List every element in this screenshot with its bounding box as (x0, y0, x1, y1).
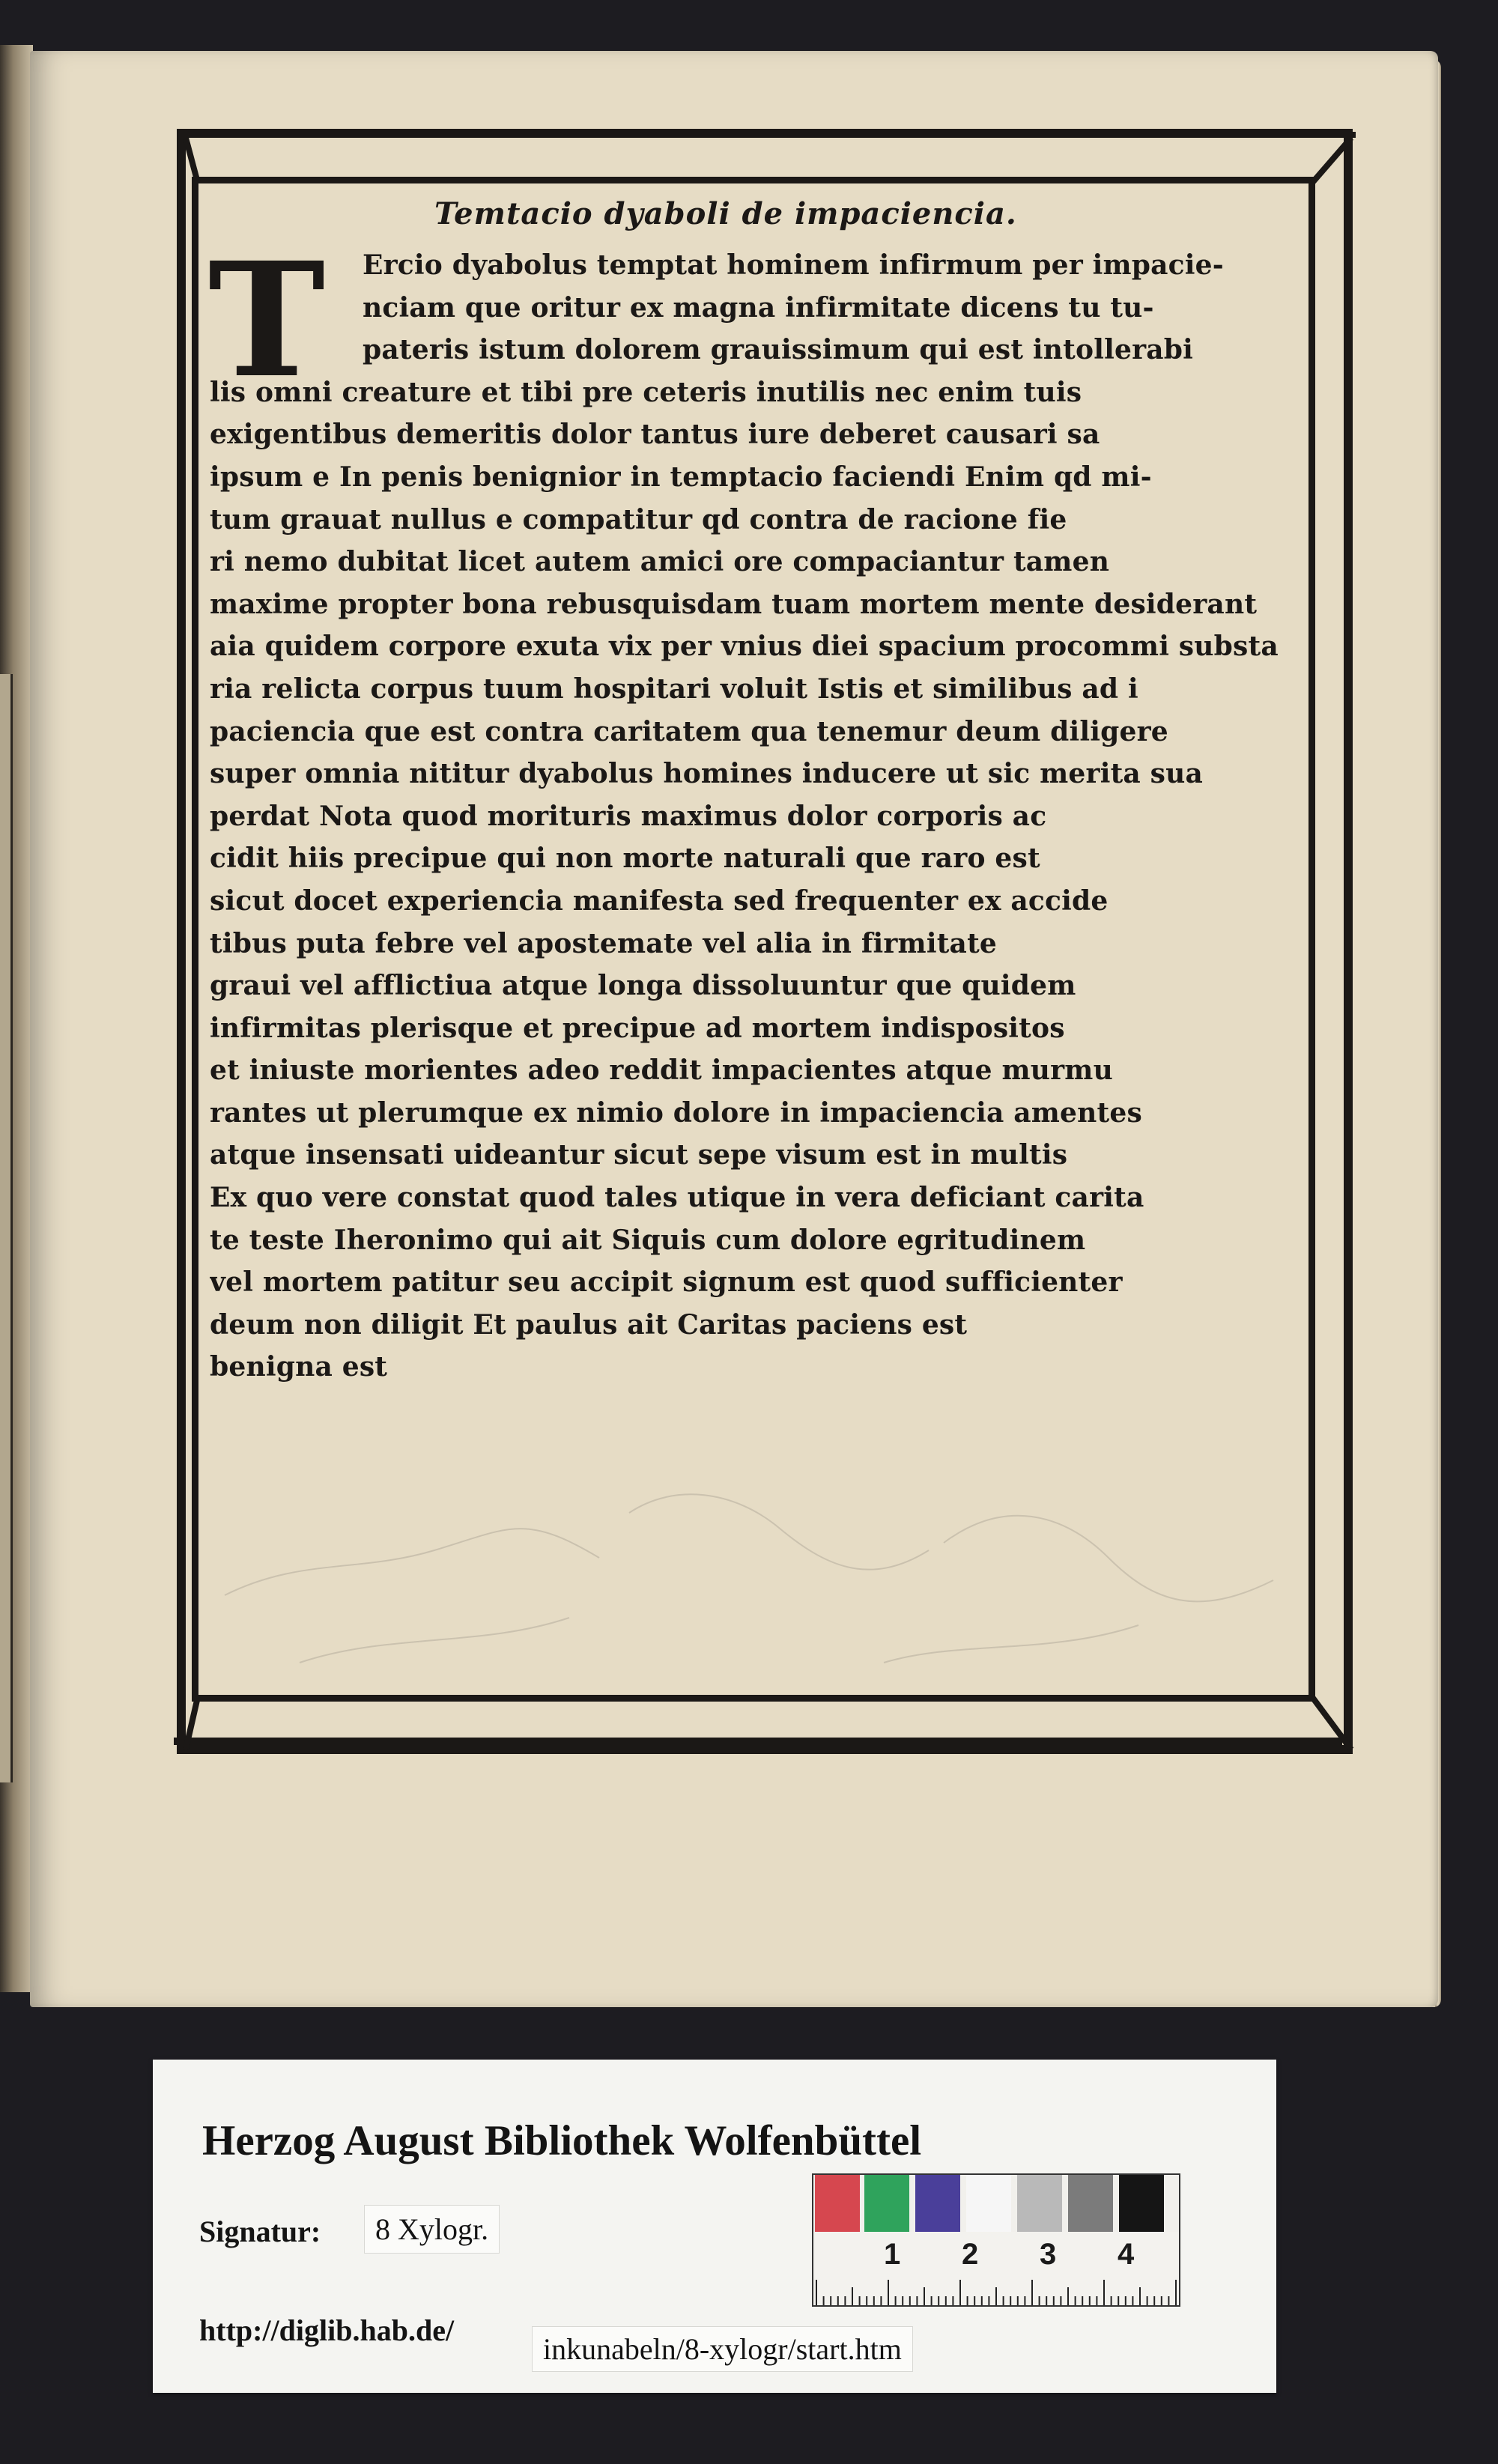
text-line: ipsum e In penis benignior in temptacio faciendi Enim qd mi- (210, 461, 1152, 493)
ruler-number: 4 (1118, 2238, 1135, 2271)
text-line: perdat Nota quod morituris maximus dolor corporis ac (210, 800, 1047, 832)
url-suffix[interactable]: inkunabeln/8-xylogr/start.htm (532, 2326, 913, 2372)
text-line: tum grauat nullus e compatitur qd contra de racione fie (210, 503, 1067, 535)
woodcut-text (207, 196, 1303, 1389)
text-line: ri nemo dubitat licet autem amici ore compaciantur tamen (210, 546, 1110, 578)
text-line: paciencia que est contra caritatem qua tenemur deum diligere (210, 715, 1168, 747)
text-line: nciam que oritur ex magna infirmitate dicens tu tu- (363, 291, 1154, 324)
section-heading: Temtacio dyaboli de impaciencia. (434, 196, 1017, 231)
text-line: aia quidem corpore exuta vix per vnius diei spacium procommi substa (210, 631, 1279, 663)
text-line: Ex quo vere constat quod tales utique in vera deficiant carita (210, 1182, 1144, 1214)
text-line: cidit hiis precipue qui non morte naturali que raro est (210, 843, 1040, 875)
text-line: atque insensati uideantur sicut sepe visum est in multis (210, 1139, 1068, 1171)
color-swatch (966, 2175, 1011, 2232)
color-swatch (815, 2175, 860, 2232)
color-swatch (1068, 2175, 1113, 2232)
text-line: ria relicta corpus tuum hospitari voluit Istis et similibus ad i (210, 673, 1138, 705)
signatur-value: 8 Xylogr. (364, 2205, 500, 2254)
text-line: exigentibus demeritis dolor tantus iure deberet causari sa (210, 419, 1100, 451)
text-line: Ercio dyabolus temptat hominem infirmum per impacie- (363, 249, 1224, 281)
text-line: benigna est (210, 1351, 388, 1383)
library-label (153, 2060, 1276, 2393)
color-swatch (1119, 2175, 1164, 2232)
color-swatch (864, 2175, 909, 2232)
ruler-number: 2 (962, 2238, 979, 2271)
ruler-number: 1 (884, 2238, 901, 2271)
institution-name: Herzog August Bibliothek Wolfenbüttel (202, 2117, 922, 2164)
text-line: graui vel afflictiua atque longa dissoluuntur que quidem (210, 970, 1076, 1002)
color-scale-card (812, 2173, 1180, 2307)
decorated-initial: T (207, 228, 326, 413)
text-line: te teste Iheronimo qui ait Siquis cum dolore egritudinem (210, 1224, 1086, 1256)
text-line: pateris istum dolorem grauissimum qui est intollerabi (363, 334, 1194, 366)
text-line: maxime propter bona rebusquisdam tuam mortem mente desiderant (210, 588, 1258, 620)
pencil-sketch (210, 1468, 1296, 1693)
color-swatch (915, 2175, 960, 2232)
text-line: deum non diligit Et paulus ait Caritas paciens est (210, 1308, 968, 1341)
text-lines (210, 244, 1303, 1389)
text-line: lis omni creature et tibi pre ceteris inutilis nec enim tuis (210, 376, 1082, 408)
ruler-number: 3 (1040, 2238, 1057, 2271)
text-line: infirmitas plerisque et precipue ad mortem indispositos (210, 1012, 1065, 1044)
text-line: rantes ut plerumque ex nimio dolore in impaciencia amentes (210, 1096, 1142, 1129)
text-line: vel mortem patitur seu accipit signum est quod sufficienter (210, 1266, 1123, 1299)
signatur-label: Signatur: (199, 2215, 321, 2248)
text-line: super omnia nititur dyabolus homines inducere ut sic merita sua (210, 758, 1204, 790)
text-line: sicut docet experiencia manifesta sed frequenter ex accide (210, 884, 1109, 917)
text-line: et iniuste morientes adeo reddit impacientes atque murmu (210, 1055, 1113, 1087)
url-prefix[interactable]: http://diglib.hab.de/ (199, 2313, 455, 2347)
color-swatch (1017, 2175, 1062, 2232)
text-line: tibus puta febre vel apostemate vel alia in firmitate (210, 927, 998, 959)
